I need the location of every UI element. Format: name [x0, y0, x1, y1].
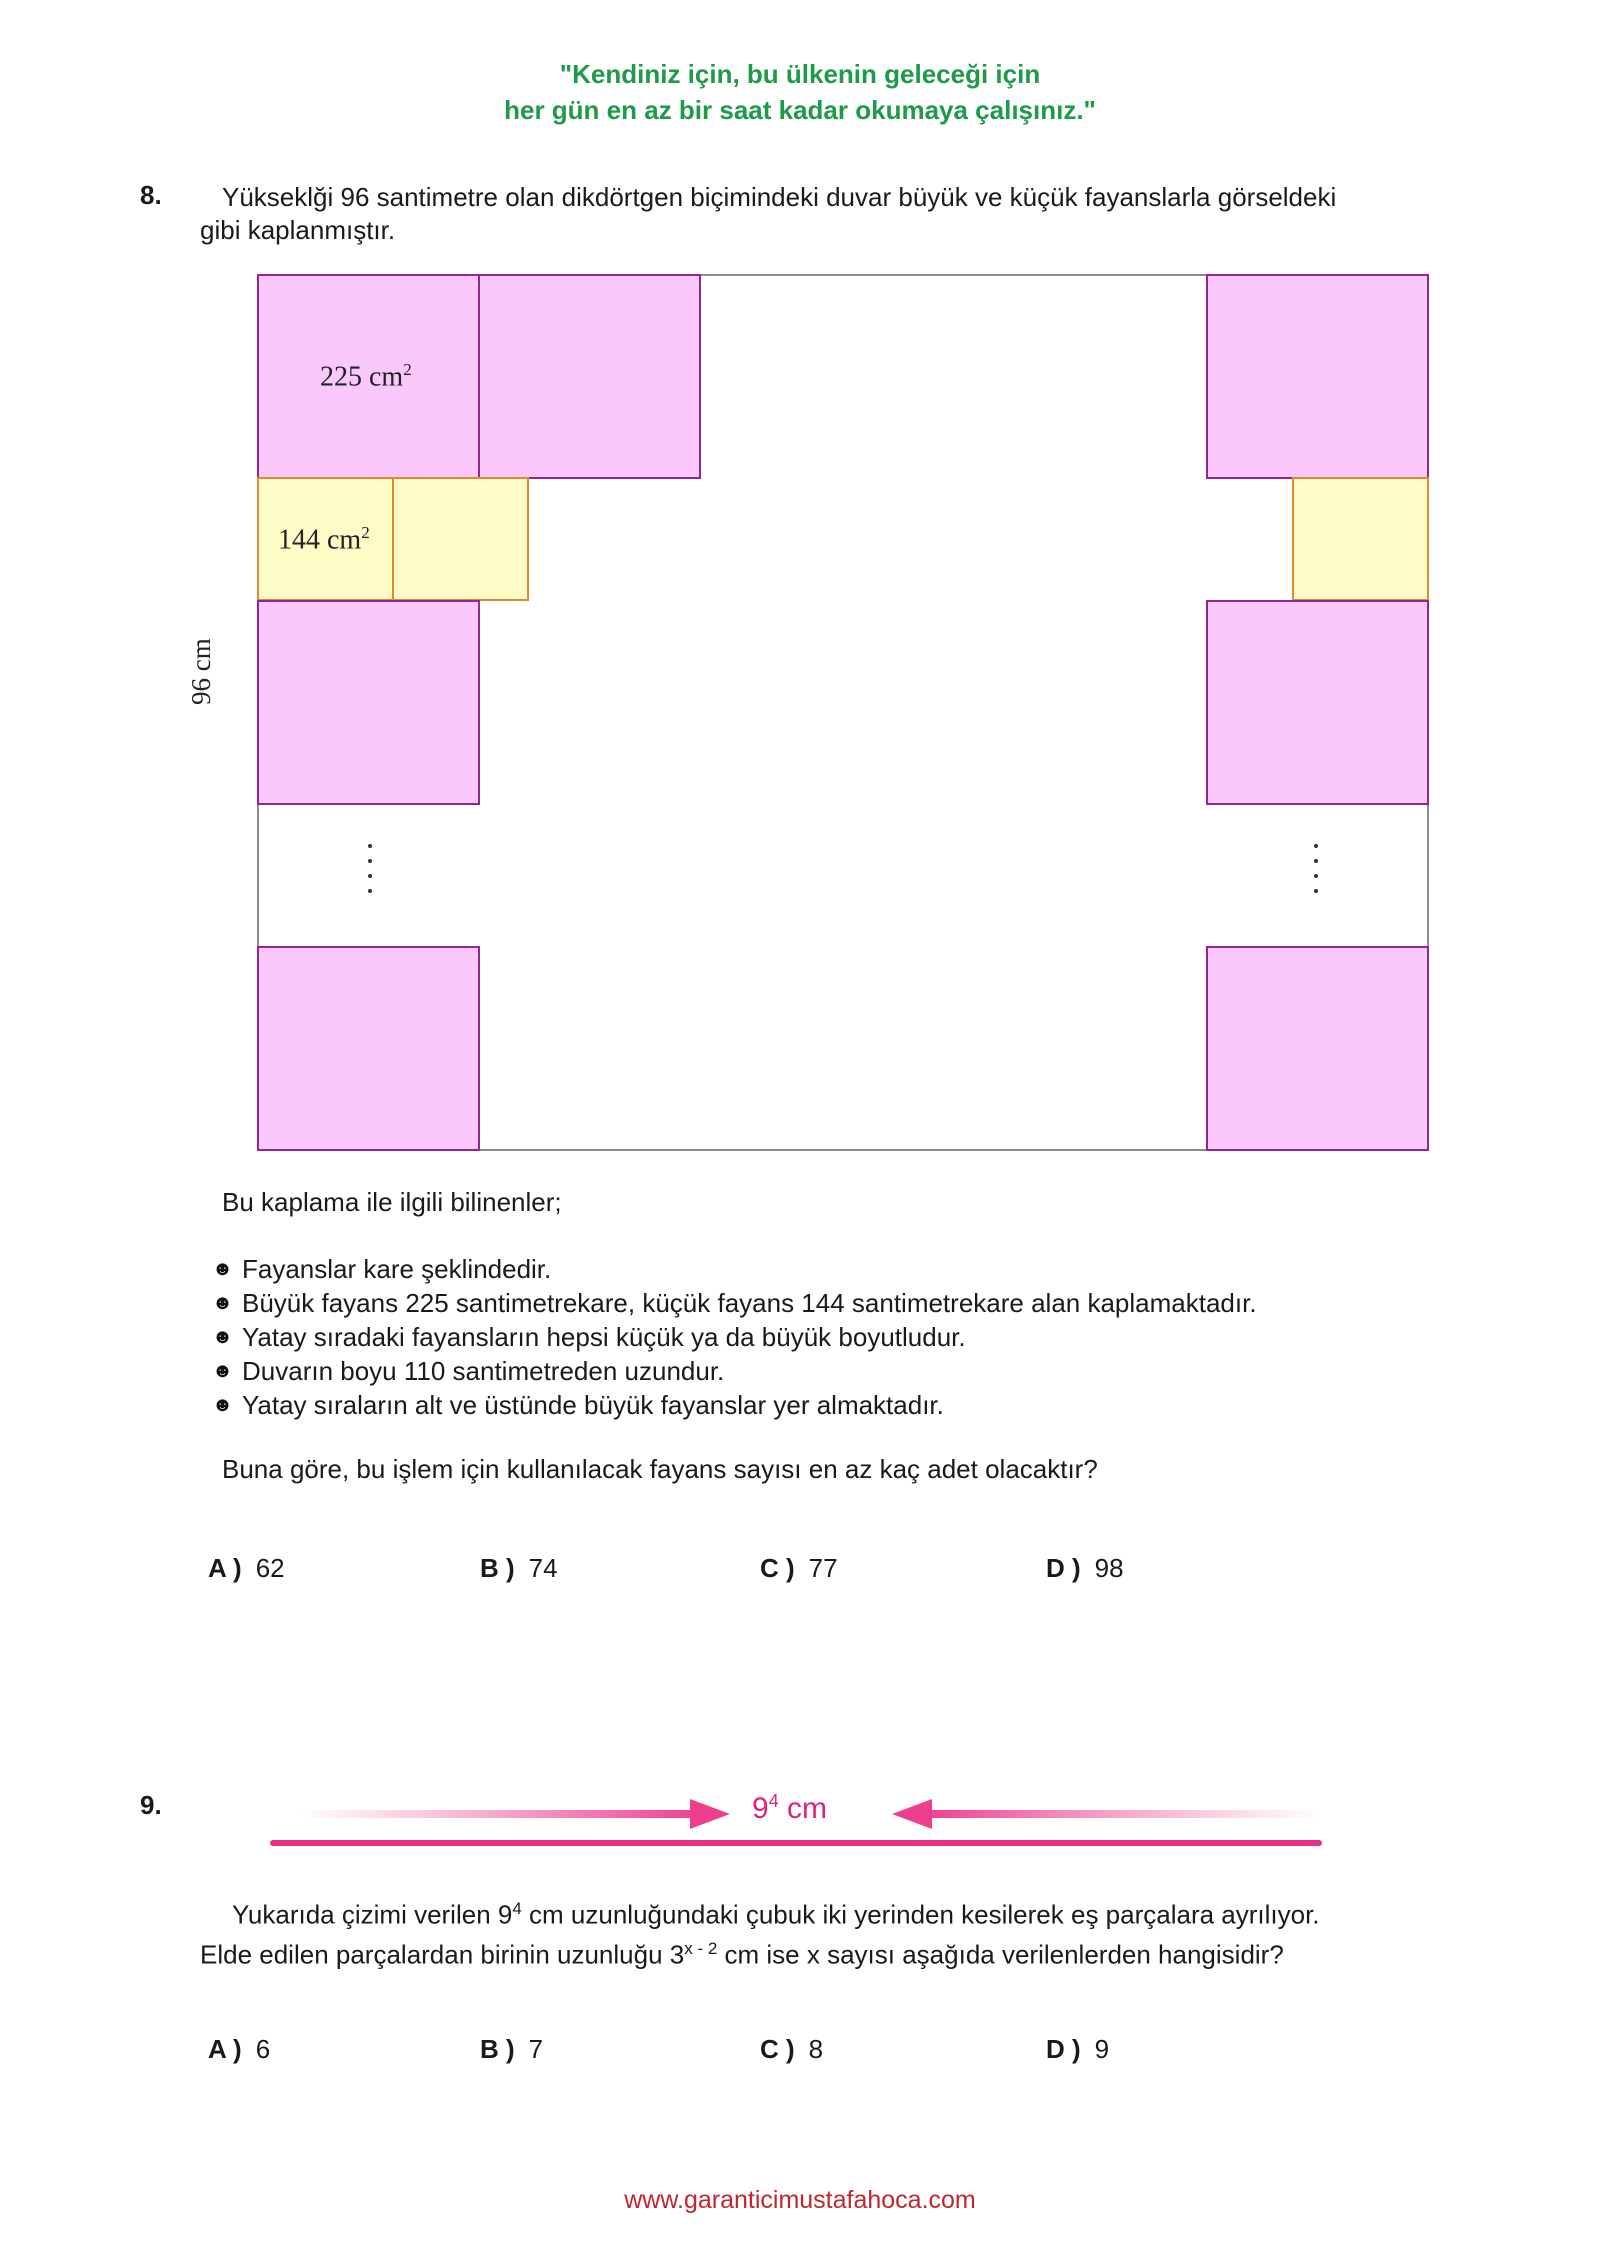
big-tile [1206, 274, 1429, 479]
question-8-ask: Buna göre, bu işlem için kullanılacak fayans sayısı en az kaç adet olacaktır? [222, 1454, 1098, 1484]
arrow-left-head [892, 1799, 932, 1829]
smiley-icon: ☻ [212, 1257, 234, 1280]
big-tile-area-label: 225 $cm^2$ [320, 360, 412, 393]
q9-option-a[interactable]: A ) 6 [208, 2034, 271, 2064]
arrow-left-shaft [300, 1810, 700, 1818]
list-item: ☻ Yatay sıraların alt ve üstünde büyük fayanslar yer almaktadır. [212, 1389, 944, 1420]
motto-line-2: her gün en az bir saat kadar okumaya çalışınız." [504, 95, 1096, 125]
arrow-right-shaft [920, 1810, 1320, 1818]
arrow-right-head [690, 1799, 730, 1829]
question-9-line-2: Elde edilen parçalardan birinin uzunluğu 3$^{x - 2}$ cm ise x sayısı aşağıda verilenlerden hangisidir? [200, 1939, 1284, 1970]
big-tile [257, 946, 480, 1151]
q8-option-a[interactable]: A ) 62 [208, 1553, 285, 1583]
smiley-icon: ☻ [212, 1393, 234, 1416]
smiley-icon: ☻ [212, 1359, 234, 1382]
list-item: ☻ Büyük fayans 225 santimetrekare, küçük fayans 144 santimetrekare alan kaplamaktadır. [212, 1287, 1257, 1318]
q8-option-b[interactable]: B ) 74 [480, 1553, 558, 1583]
small-tile-area-label: 144 $cm^2$ [278, 523, 370, 556]
list-item: ☻ Yatay sıradaki fayansların hepsi küçük ya da büyük boyutludur. [212, 1321, 966, 1352]
small-tile [392, 477, 529, 601]
big-tile [257, 600, 480, 805]
q9-option-b[interactable]: B ) 7 [480, 2034, 544, 2064]
small-tile [1292, 477, 1429, 601]
rod-bar [270, 1840, 1322, 1846]
list-item: ☻ Fayanslar kare şeklindedir. [212, 1253, 552, 1284]
q9-option-d[interactable]: D ) 9 [1046, 2034, 1110, 2064]
q8-option-c[interactable]: C ) 77 [760, 1553, 838, 1583]
question-8-prompt-line-1: Yükseklği 96 santimetre olan dikdörtgen biçimindeki duvar büyük ve küçük fayanslarla görseldeki [222, 182, 1337, 212]
q9-option-c[interactable]: C ) 8 [760, 2034, 824, 2064]
question-9-number: 9. [140, 1790, 162, 1820]
smiley-icon: ☻ [212, 1291, 234, 1314]
ellipsis-left [364, 840, 376, 896]
wall-height-label: 96 cm [186, 638, 216, 705]
smiley-icon: ☻ [212, 1325, 234, 1348]
big-tile [1206, 946, 1429, 1151]
footer-website-link[interactable]: www.garanticimustafahoca.com [624, 2186, 976, 2214]
big-tile [1206, 600, 1429, 805]
q8-option-d[interactable]: D ) 98 [1046, 1553, 1124, 1583]
ellipsis-right [1310, 840, 1322, 896]
question-9-line-1: Yukarıda çizimi verilen $9^4$ cm uzunluğundaki çubuk iki yerinden kesilerek eş parçalara ayrılıyor. [232, 1899, 1320, 1930]
motto-line-1: "Kendiniz için, bu ülkenin geleceği için [559, 59, 1041, 89]
list-item: ☻ Duvarın boyu 110 santimetreden uzundur. [212, 1355, 725, 1386]
question-8-number: 8. [140, 180, 162, 210]
rod-length-label: $9^4$ cm [752, 1791, 828, 1825]
big-tile [478, 274, 701, 479]
known-facts-list [212, 1252, 1257, 1422]
known-intro: Bu kaplama ile ilgili bilinenler; [222, 1187, 562, 1217]
question-8-prompt-line-2: gibi kaplanmıştır. [200, 215, 396, 245]
